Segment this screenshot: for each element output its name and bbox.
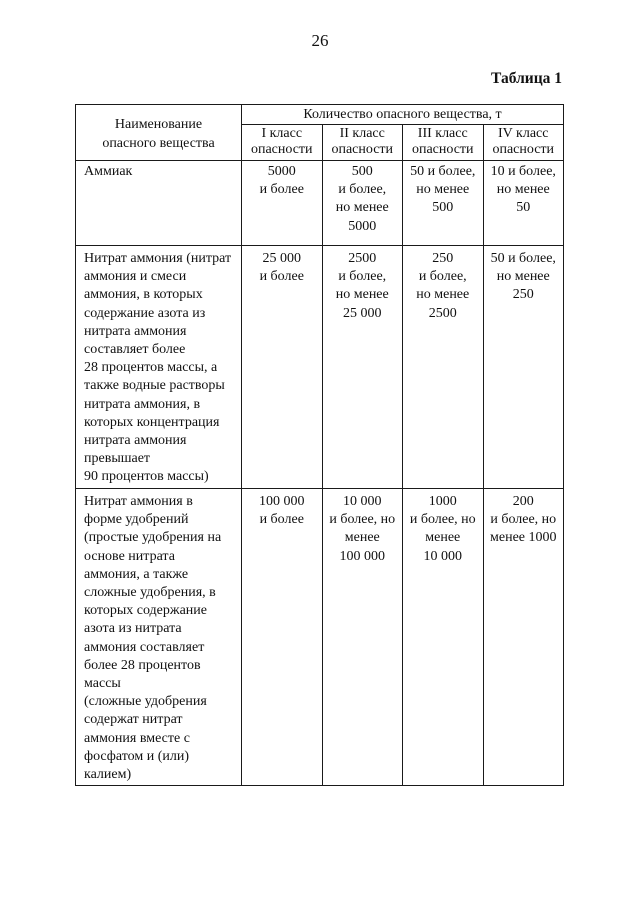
text-line: но менее	[416, 182, 470, 198]
text-line: но менее	[335, 200, 389, 216]
class-2-header	[322, 125, 403, 161]
text-line: фосфатом и (или)	[84, 748, 190, 764]
text-line: которых содержание	[84, 603, 207, 619]
text-line: превышает	[84, 451, 151, 467]
text-line: Нитрат аммония (нитрат	[84, 251, 232, 266]
table-caption: Таблица 1	[491, 70, 562, 87]
class-1-header	[242, 125, 323, 161]
text-line: 10 и более,	[490, 164, 556, 179]
text-line: содержание азота из	[84, 305, 206, 321]
substance-name-header	[76, 105, 242, 161]
value-cell	[242, 161, 323, 246]
text-line: 50 и более,	[490, 251, 556, 266]
header-line: опасности	[492, 142, 555, 157]
text-line: и более,	[338, 182, 387, 198]
text-line: и более, но	[490, 512, 557, 528]
hazardous-substances-table	[75, 104, 564, 786]
header-line: Наименование	[114, 117, 203, 133]
text-line: сложные удобрения, в	[84, 585, 216, 601]
text-line: форме удобрений	[84, 512, 189, 528]
text-line: 10 000	[423, 548, 462, 564]
text-line: менее	[344, 530, 380, 546]
text-line: которых концентрация	[84, 414, 220, 430]
substance-name-cell	[76, 161, 242, 246]
text-line: и более, но	[329, 512, 396, 528]
value-cell	[242, 246, 323, 489]
substance-name-cell	[76, 489, 242, 786]
table-row	[76, 161, 564, 246]
text-line: (простые удобрения на	[84, 530, 222, 546]
text-line: 5000	[348, 218, 377, 234]
text-line: 1000	[428, 494, 457, 509]
text-line: нитрата аммония	[84, 323, 187, 339]
text-line: 50 и более,	[410, 164, 476, 179]
value-cell	[483, 161, 564, 246]
table-row	[76, 489, 564, 786]
text-line: но менее	[496, 269, 550, 285]
header-line: I класс	[261, 126, 303, 141]
text-line: азота из нитрата	[84, 621, 182, 637]
text-line: 25 000	[262, 251, 301, 266]
text-line: 100 000	[339, 548, 385, 564]
text-line: также водные растворы	[84, 378, 225, 394]
text-line: более 28 процентов	[84, 657, 201, 673]
text-line: менее 1000	[490, 530, 557, 546]
header-line: опасного вещества	[102, 135, 215, 151]
text-line: 2500	[348, 251, 377, 266]
text-line: но менее	[496, 182, 550, 198]
value-cell	[322, 246, 403, 489]
text-line: содержат нитрат	[84, 712, 183, 728]
header-line: опасности	[411, 142, 474, 157]
text-line: и более,	[418, 269, 467, 285]
text-line: и более, но	[409, 512, 476, 528]
text-line: и более	[259, 512, 304, 528]
text-line: 500	[432, 200, 454, 216]
text-line: 25 000	[343, 305, 382, 321]
text-line: 500	[351, 164, 373, 179]
value-cell	[483, 489, 564, 786]
text-line: но менее	[335, 287, 389, 303]
text-line: аммония и смеси	[84, 269, 187, 285]
class-4-header	[483, 125, 564, 161]
value-cell	[403, 246, 484, 489]
text-line: нитрата аммония, в	[84, 396, 201, 412]
text-line: массы	[84, 676, 121, 692]
text-line: аммония, в которых	[84, 287, 203, 303]
header-line: опасности	[250, 142, 313, 157]
text-line: 2500	[428, 305, 457, 321]
value-cell	[322, 161, 403, 246]
text-line: (сложные удобрения	[84, 694, 207, 710]
header-line: опасности	[331, 142, 394, 157]
text-line: и более,	[338, 269, 387, 285]
header-line: IV класс	[498, 126, 549, 141]
text-line: 200	[512, 494, 534, 509]
text-line: Нитрат аммония в	[84, 494, 193, 509]
text-line: менее	[425, 530, 461, 546]
text-line: Аммиак	[84, 164, 133, 179]
table-row	[76, 246, 564, 489]
page-number: 26	[311, 31, 329, 50]
substance-name-cell	[76, 246, 242, 489]
text-line: аммония составляет	[84, 639, 205, 655]
text-line: 28 процентов массы, а	[84, 360, 218, 376]
text-line: и более	[259, 269, 304, 285]
text-line: 50	[516, 200, 531, 216]
text-line: калием)	[84, 767, 132, 783]
text-line: 250	[432, 251, 454, 266]
value-cell	[322, 489, 403, 786]
value-cell	[483, 246, 564, 489]
text-line: нитрата аммония	[84, 433, 187, 449]
text-line: 90 процентов массы)	[84, 469, 209, 485]
class-3-header	[403, 125, 484, 161]
value-cell	[242, 489, 323, 786]
text-line: 5000	[267, 164, 296, 179]
text-line: аммония вместе с	[84, 730, 190, 746]
header-line: III класс	[417, 126, 468, 141]
text-line: и более	[259, 182, 304, 198]
text-line: но менее	[416, 287, 470, 303]
text-line: аммония, а также	[84, 566, 189, 582]
text-line: составляет более	[84, 342, 186, 358]
value-cell	[403, 489, 484, 786]
text-line: 100 000	[259, 494, 305, 509]
text-line: 10 000	[343, 494, 382, 509]
value-cell	[403, 161, 484, 246]
text-line: основе нитрата	[84, 548, 175, 564]
header-line: II класс	[339, 126, 385, 141]
text-line: 250	[512, 287, 534, 303]
quantity-header: Количество опасного вещества, т	[242, 105, 564, 125]
